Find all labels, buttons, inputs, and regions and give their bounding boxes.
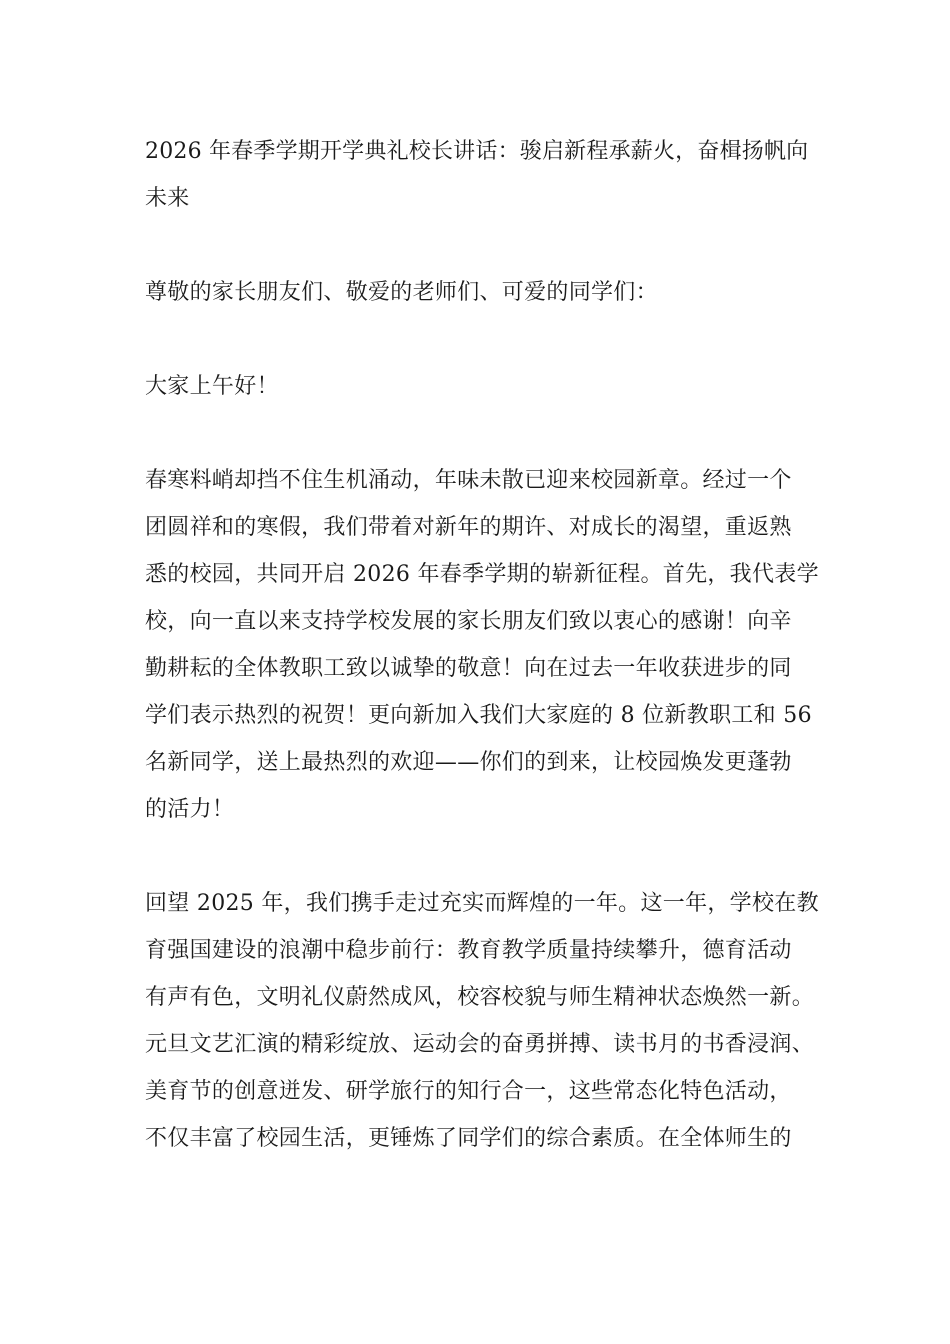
text-line: 育强国建设的浪潮中稳步前行：教育教学质量持续攀升，德育活动	[145, 938, 792, 963]
text-line: 美育节的创意迸发、研学旅行的知行合一，这些常态化特色活动，	[145, 1079, 792, 1104]
text-line: 2026 年春季学期开学典礼校长讲话：骏启新程承薪火，奋楫扬帆向	[145, 139, 809, 164]
document-body	[145, 128, 819, 1209]
text-line: 春寒料峭却挡不住生机涌动，年味未散已迎来校园新章。经过一个	[145, 468, 792, 493]
text-line: 学们表示热烈的祝贺！更向新加入我们大家庭的 8 位新教职工和 56	[145, 703, 812, 728]
text-line: 大家上午好！	[145, 374, 279, 399]
text-line: 勤耕耘的全体教职工致以诚挚的敬意！向在过去一年收获进步的同	[145, 656, 792, 681]
text-line: 尊敬的家长朋友们、敬爱的老师们、可爱的同学们：	[145, 280, 658, 305]
text-line: 的活力！	[145, 797, 235, 822]
text-line: 元旦文艺汇演的精彩绽放、运动会的奋勇拼搏、读书月的书香浸润、	[145, 1032, 815, 1057]
text-line: 未来	[145, 186, 190, 211]
text-line: 不仅丰富了校园生活，更锤炼了同学们的综合素质。在全体师生的	[145, 1126, 792, 1151]
speech-title	[145, 128, 813, 222]
text-line: 悉的校园，共同开启 2026 年春季学期的崭新征程。首先，我代表学	[145, 562, 819, 587]
body-paragraph-2	[145, 880, 819, 1162]
text-line: 有声有色，文明礼仪蔚然成风，校容校貌与师生精神状态焕然一新。	[145, 985, 815, 1010]
greeting-paragraph	[145, 363, 813, 410]
text-line: 校，向一直以来支持学校发展的家长朋友们致以衷心的感谢！向辛	[145, 609, 792, 634]
text-line: 回望 2025 年，我们携手走过充实而辉煌的一年。这一年，学校在教	[145, 891, 819, 916]
body-paragraph-1	[145, 457, 819, 833]
text-line: 团圆祥和的寒假，我们带着对新年的期许、对成长的渴望，重返熟	[145, 515, 792, 540]
text-line: 名新同学，送上最热烈的欢迎——你们的到来，让校园焕发更蓬勃	[145, 750, 792, 775]
salutation-paragraph	[145, 269, 813, 316]
